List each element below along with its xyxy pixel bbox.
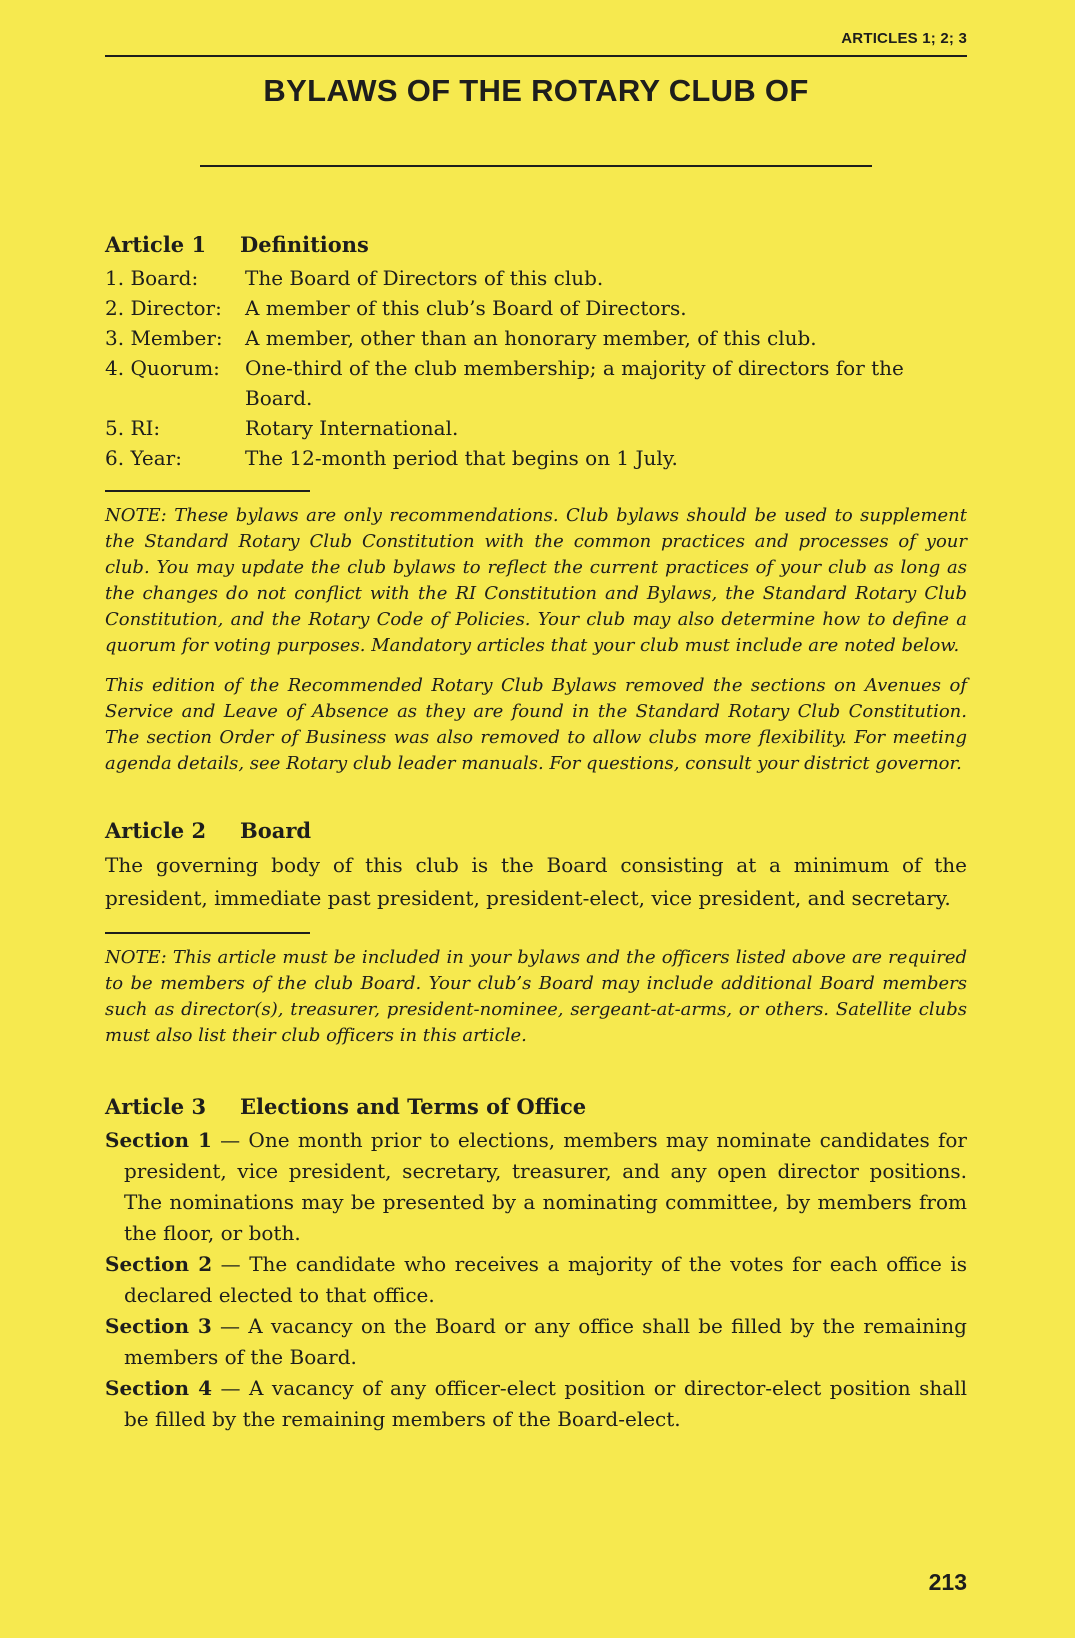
section-label: Section 2 (105, 1252, 213, 1276)
section-label: Section 3 (105, 1314, 212, 1338)
article-1-definitions (105, 231, 967, 777)
definition-term: 5. RI: (105, 416, 161, 440)
section-text: — A vacancy on the Board or any office shall be filled by the remaining members of the Board. (124, 1314, 967, 1369)
section-text: — A vacancy of any officer-elect position or director-elect position shall be filled by the remaining members of the Board-elect. (124, 1376, 967, 1431)
footnote-rule (105, 490, 310, 492)
article-2-note-paragraph: NOTE: This article must be included in your bylaws and the officers listed above are required to be members of the club Board. Your club’s Board may include additional Board members such as director(s), treasurer, president-nominee, sergeant-at-arms, or others. Satellite clubs must also list their club officers in this article. (105, 947, 967, 1046)
definition-term: 2. Director: (105, 296, 222, 320)
article-3-heading (105, 1093, 967, 1121)
section-paragraph (105, 1125, 967, 1249)
article-2-label: Article 2 (105, 818, 207, 843)
article-3-title: Elections and Terms of Office (240, 1094, 587, 1119)
definition-text: Rotary International. (245, 416, 459, 440)
definition-row (105, 413, 967, 443)
definition-row (105, 323, 967, 353)
article-1-label: Article 1 (105, 232, 207, 257)
article-1-note-paragraph: NOTE: These bylaws are only recommendations. Club bylaws should be used to supplement the Standard Rotary Club Constitution with the common practices and processes of your club. You may update the club bylaws to reflect the current practices of your club as long as the changes do not conflict with the RI Constitution and Bylaws, the Standard Rotary Club Constitution, and the Rotary Code of Policies. Your club may also determine how to define a quorum for voting purposes. Mandatory articles that your club must include are noted below. (105, 505, 967, 656)
footnote-rule (105, 932, 310, 934)
page-number: 213 (928, 1569, 967, 1595)
article-2-body: The governing body of this club is the Board consisting at a minimum of the president, immediate past president, president-elect, vice president, and secretary. (105, 853, 967, 910)
definition-text: One-third of the club membership; a majority of directors for the Board. (245, 356, 904, 410)
definition-term: 3. Member: (105, 326, 223, 350)
definition-row (105, 353, 967, 413)
definition-row (105, 443, 967, 473)
definition-text: A member, other than an honorary member, of this club. (245, 326, 817, 350)
definition-text: The 12-month period that begins on 1 July. (245, 446, 678, 470)
definition-text: The Board of Directors of this club. (245, 266, 604, 290)
article-3-elections (105, 1093, 967, 1435)
article-3-label: Article 3 (105, 1094, 207, 1119)
definition-text: A member of this club’s Board of Directors. (245, 296, 687, 320)
article-2-board (105, 817, 967, 1049)
running-header: ARTICLES 1; 2; 3 (841, 30, 967, 47)
definition-row (105, 263, 967, 293)
definition-row (105, 293, 967, 323)
definitions-list (105, 263, 967, 473)
article-1-title: Definitions (240, 232, 369, 257)
article-1-note-paragraph: This edition of the Recommended Rotary Club Bylaws removed the sections on Avenues of Service and Leave of Absence as they are found in the Standard Rotary Club Constitution. The section Order of Business was also removed to allow clubs more flexibility. For meeting agenda details, see Rotary club leader manuals. For questions, consult your district governor. (105, 675, 967, 774)
section-text: — One month prior to elections, members may nominate candidates for president, vice president, secretary, treasurer, and any open director positions. The nominations may be presented by a nominating committee, by members from the floor, or both. (124, 1128, 967, 1245)
definition-term: 4. Quorum: (105, 356, 220, 380)
article-1-heading (105, 231, 967, 259)
section-paragraph (105, 1249, 967, 1311)
page-title: BYLAWS OF THE ROTARY CLUB OF (263, 73, 809, 108)
header-rule (105, 55, 967, 57)
section-label: Section 4 (105, 1376, 213, 1400)
article-2-heading (105, 817, 967, 845)
section-paragraph (105, 1311, 967, 1373)
definition-term: 1. Board: (105, 266, 199, 290)
section-text: — The candidate who receives a majority of the votes for each office is declared elected to that office. (124, 1252, 967, 1307)
section-label: Section 1 (105, 1128, 212, 1152)
section-paragraph (105, 1373, 967, 1435)
definition-term: 6. Year: (105, 446, 182, 470)
club-name-blank-line (200, 165, 872, 167)
sections-list (105, 1125, 967, 1435)
article-2-title: Board (240, 818, 312, 843)
